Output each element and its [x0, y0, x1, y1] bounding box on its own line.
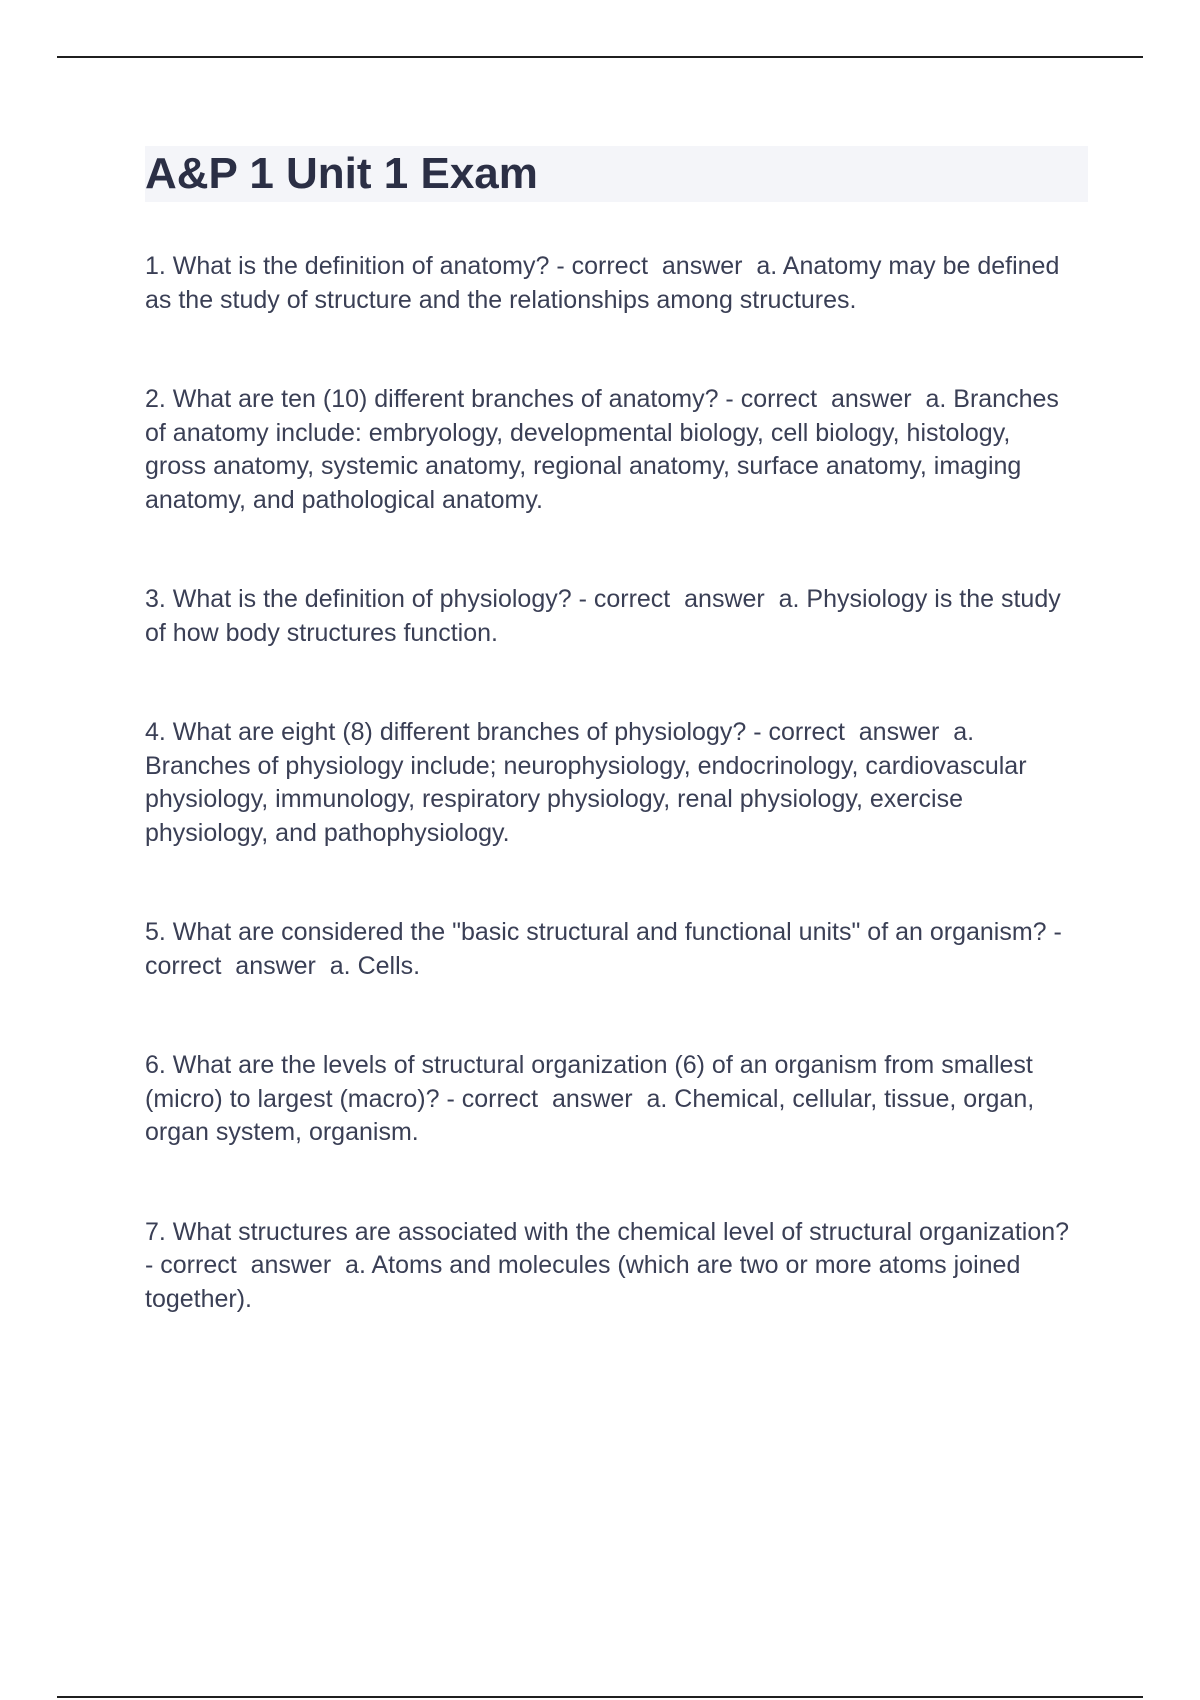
- question-item-4: 4. What are eight (8) different branches of physiology? - correct answer a. Branches of physiology include; neurophysiology, endocrinology, cardiovascular physiology, immunology, respiratory physiology, renal physiology, exercise physiology, and pathophysiology.: [145, 718, 1034, 847]
- question-list: [145, 250, 1075, 1382]
- page-title: A&P 1 Unit 1 Exam: [145, 149, 538, 198]
- question-item-1: 1. What is the definition of anatomy? - correct answer a. Anatomy may be defined as the study of structure and the relationships among structures.: [145, 252, 1067, 314]
- question-item-7: 7. What structures are associated with the chemical level of structural organization? - correct answer a. Atoms and molecules (which are two or more atoms joined together).: [145, 1217, 1077, 1313]
- question-item-3: 3. What is the definition of physiology? - correct answer a. Physiology is the study of how body structures function.: [145, 585, 1068, 647]
- question-item-5: 5. What are considered the "basic structural and functional units" of an organism? - correct answer a. Cells.: [145, 918, 1069, 980]
- question-item-2: 2. What are ten (10) different branches of anatomy? - correct answer a. Branches of anatomy include: embryology, developmental biology, cell biology, histology, gross anatomy, systemic anatomy, regional anatomy, surface anatomy, imaging anatomy, and pathological anatomy.: [145, 385, 1066, 514]
- question-item-6: 6. What are the levels of structural organization (6) of an organism from smallest (micro) to largest (macro)? - correct answer a. Chemical, cellular, tissue, organ, organ system, organism.: [145, 1051, 1042, 1146]
- top-divider: [57, 56, 1143, 58]
- bottom-divider: [57, 1696, 1143, 1698]
